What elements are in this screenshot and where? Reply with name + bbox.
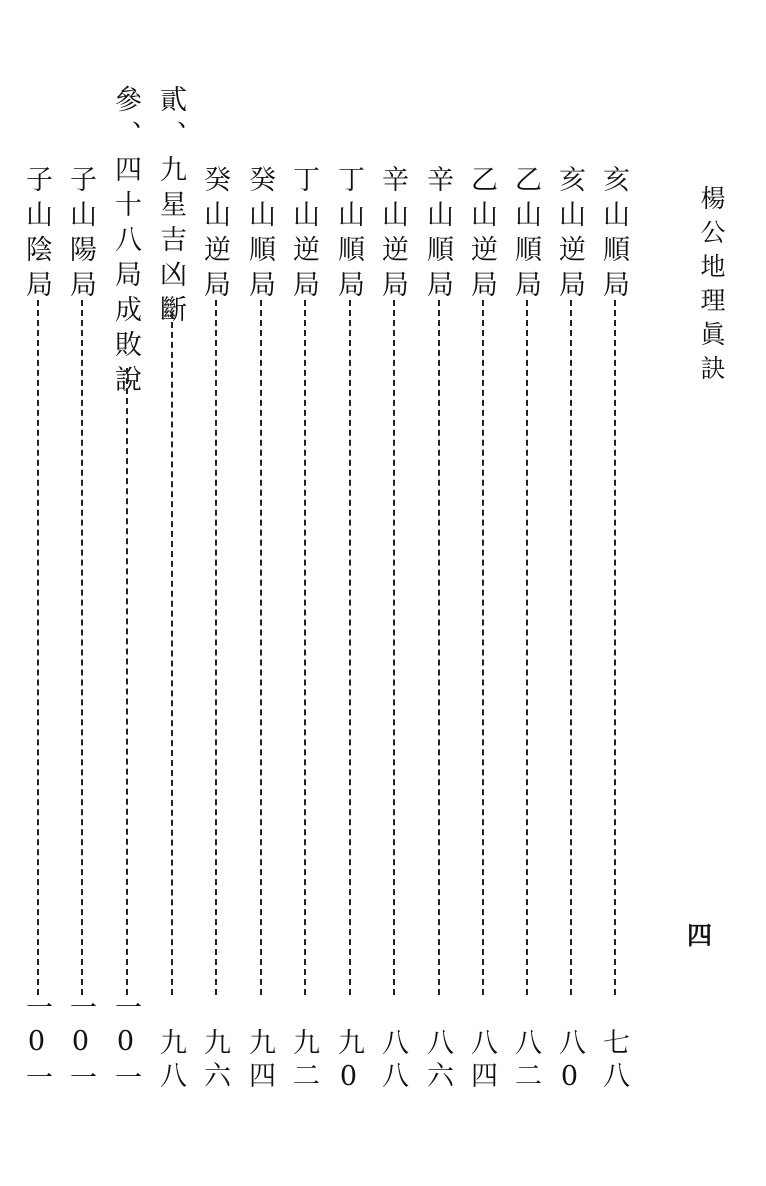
toc-entry-title: 貳、九星吉凶斷 xyxy=(155,85,186,330)
toc-entry-page: 九八 xyxy=(155,1028,186,1094)
toc-leader xyxy=(526,300,528,995)
toc-entry-page: 九0 xyxy=(333,1028,364,1098)
toc-leader xyxy=(438,300,440,995)
toc-entry-page: 九二 xyxy=(288,1028,319,1094)
running-head: 楊公地理眞訣 xyxy=(697,185,726,389)
toc-entry-title: 乙山逆局 xyxy=(466,165,497,305)
toc-entry-title: 癸山逆局 xyxy=(199,165,230,305)
toc-entry-page: 八四 xyxy=(466,1028,497,1094)
toc-leader xyxy=(260,300,262,995)
toc-leader xyxy=(349,300,351,995)
toc-leader xyxy=(215,300,217,995)
toc-leader xyxy=(482,300,484,995)
toc-entry-title: 亥山逆局 xyxy=(554,165,585,305)
toc-leader xyxy=(393,300,395,995)
toc-entry-title: 辛山順局 xyxy=(422,165,453,305)
toc-entry-page: 一0一 xyxy=(110,993,141,1096)
toc-entry-page: 七八 xyxy=(598,1028,629,1094)
toc-entry-title: 乙山順局 xyxy=(510,165,541,305)
toc-entry-title: 癸山順局 xyxy=(244,165,275,305)
toc-entry-title: 子山陽局 xyxy=(65,165,96,305)
toc-entry-page: 一0一 xyxy=(65,993,96,1096)
toc-leader xyxy=(614,300,616,995)
toc-leader xyxy=(37,300,39,995)
toc-entry-title: 參、四十八局成敗說 xyxy=(110,85,141,400)
toc-entry-page: 九四 xyxy=(244,1028,275,1094)
toc-leader xyxy=(304,300,306,995)
toc-leader xyxy=(81,300,83,995)
page-number: 四 xyxy=(687,921,713,950)
toc-entry-page: 九六 xyxy=(199,1028,230,1094)
toc-leader xyxy=(570,300,572,995)
toc-entry-page: 八0 xyxy=(554,1028,585,1098)
toc-entry-page: 八六 xyxy=(422,1028,453,1094)
toc-entry-title: 辛山逆局 xyxy=(377,165,408,305)
toc-leader xyxy=(126,368,128,995)
toc-entry-page: 八二 xyxy=(510,1028,541,1094)
toc-entry-title: 丁山逆局 xyxy=(288,165,319,305)
toc-entry-page: 一0一 xyxy=(21,993,52,1096)
toc-entry-page: 八八 xyxy=(377,1028,408,1094)
toc-leader xyxy=(171,312,173,995)
toc-entry-title: 丁山順局 xyxy=(333,165,364,305)
toc-entry-title: 子山陰局 xyxy=(21,165,52,305)
toc-entry-title: 亥山順局 xyxy=(598,165,629,305)
